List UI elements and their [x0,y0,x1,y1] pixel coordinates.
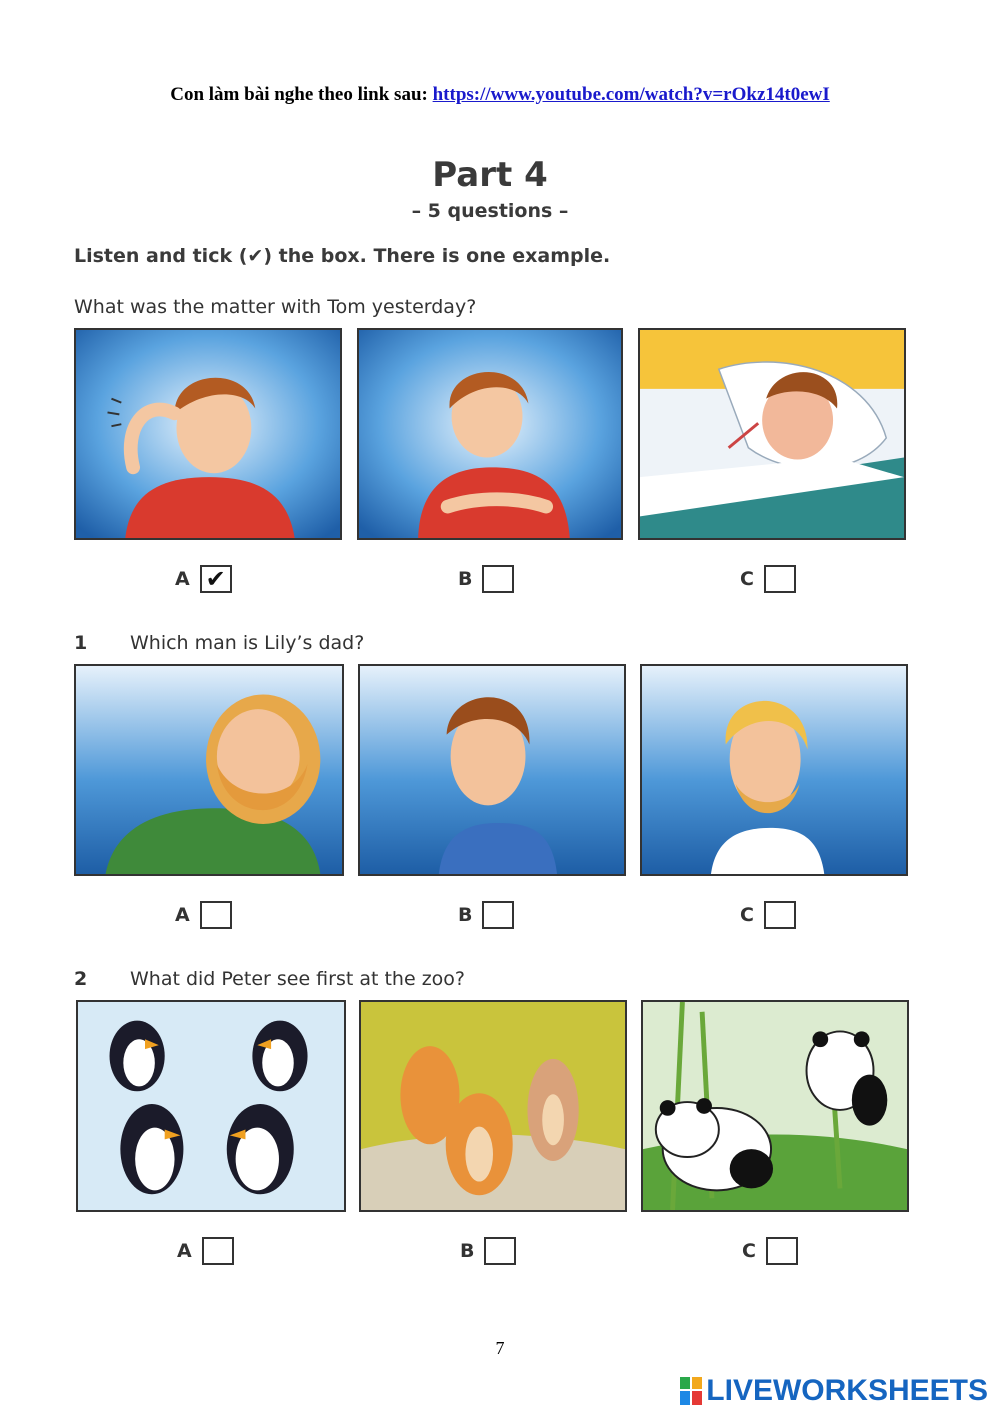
tick-box[interactable] [766,1237,798,1265]
option-row-q1-a [175,901,232,929]
tick-box[interactable] [484,1237,516,1265]
option-row-q1-c [740,901,796,929]
tick-box[interactable] [482,901,514,929]
part-title: Part 4 [432,155,548,195]
question-number: 2 [74,968,88,990]
picture-stomach-ache [357,328,623,540]
question-2 [74,968,465,990]
option-letter: C [740,904,754,926]
question-example [74,296,476,318]
option-letter: C [742,1240,756,1262]
picture-earache [74,328,342,540]
picture-blond-man [640,664,908,876]
tick-box[interactable] [764,901,796,929]
tick-box[interactable] [202,1237,234,1265]
instruction-prefix: Con làm bài nghe theo link sau: [170,84,433,105]
question-number: 1 [74,632,88,654]
page-number: 7 [495,1338,505,1358]
liveworksheets-icon [680,1377,702,1405]
picture-kangaroos [359,1000,627,1212]
option-row-example-a [175,565,232,593]
picture-penguins [76,1000,346,1212]
option-row-q2-c [742,1237,798,1265]
option-letter: C [740,568,754,590]
question-text: What was the matter with Tom yesterday? [74,296,477,318]
youtube-link[interactable]: https://www.youtube.com/watch?v=rOkz14t0ewI [432,84,830,105]
question-text: What did Peter see first at the zoo? [130,968,466,990]
option-letter: A [177,1240,192,1262]
tick-box[interactable] [482,565,514,593]
picture-pandas [641,1000,909,1212]
option-row-example-b [458,565,514,593]
tick-box[interactable] [764,565,796,593]
picture-bearded-man [74,664,344,876]
picture-curly-man [358,664,626,876]
option-row-q2-a [177,1237,234,1265]
option-letter: B [460,1240,475,1262]
option-row-example-c [740,565,796,593]
logo-text: LIVEWORKSHEETS [706,1374,988,1407]
part-subtitle: – 5 questions – [411,200,569,222]
option-row-q2-b [460,1237,516,1265]
option-letter: B [458,568,473,590]
tick-box[interactable] [200,901,232,929]
listening-instruction [0,84,1000,106]
tick-box[interactable]: ✔ [200,565,232,593]
question-1 [74,632,364,654]
option-row-q1-b [458,901,514,929]
option-letter: B [458,904,473,926]
liveworksheets-logo [680,1374,988,1408]
option-letter: A [175,568,190,590]
picture-temperature [638,328,906,540]
task-instruction: Listen and tick (✔) the box. There is one example. [74,245,611,267]
option-letter: A [175,904,190,926]
question-text: Which man is Lily’s dad? [130,632,365,654]
